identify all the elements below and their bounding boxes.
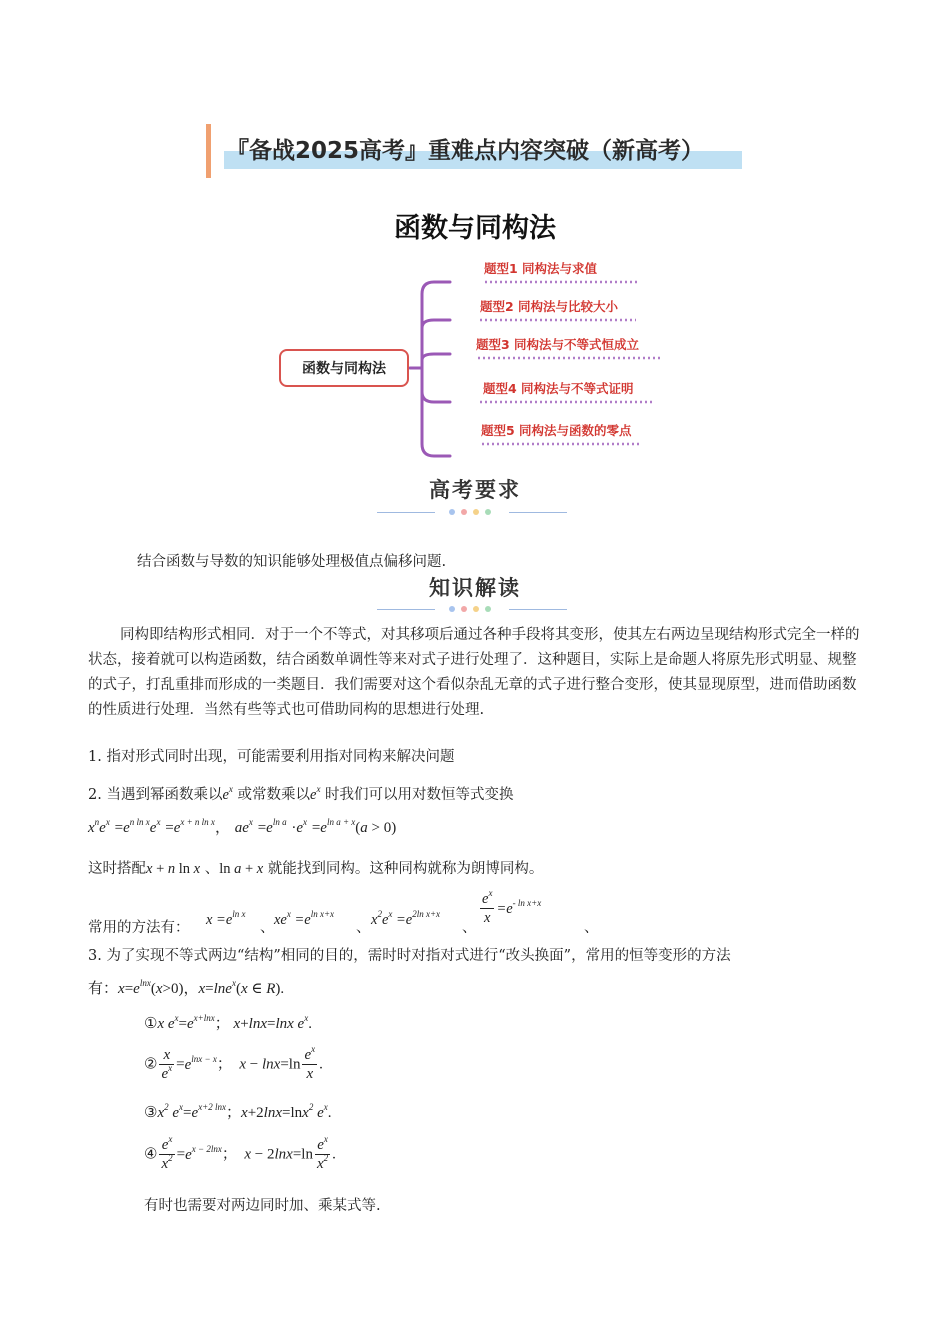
text-span: 、 xyxy=(204,861,220,877)
list-item-2 xyxy=(88,783,514,804)
mind-map-branch: 题型1 同构法与求值 xyxy=(484,261,598,276)
divider-dot xyxy=(449,606,455,612)
closing-text: 有时也需要对两边同时加、乘某式等. xyxy=(144,1198,381,1214)
formula: $e^x$ xyxy=(222,784,233,803)
formula-line-1: $x^ne^x =e^{n ln x}e^x =e^{x + n ln x}$， $ae^x =e^{ln a} \cdot e^x =e^{ln a + x}(a > 0)$ xyxy=(88,817,397,836)
divider-line xyxy=(509,512,567,513)
match-line: 这时搭配x + n ln x 、ln a + x 就能找到同构。这种同构就称为朗博同构。 xyxy=(88,861,544,877)
section-heading-text: 高考要求 xyxy=(429,478,521,502)
divider-dot xyxy=(473,509,479,515)
formula-3: $③x^2$ $e^x=e^{x+2 lnx}$；x+2lnx=lnx$^2$ $e^x$. xyxy=(144,1102,332,1121)
banner-accent-bar xyxy=(206,124,211,178)
section-heading-text: 知识解读 xyxy=(429,576,521,600)
text-span: 就能找到同构。这种同构就称为朗博同构。 xyxy=(267,861,544,877)
divider-line xyxy=(509,609,567,610)
formula-2: ② $\frac{x}{e^x}$ $=e^{lnx - x}$； x − lnx=ln $\frac{e^x}{x}$ . xyxy=(144,1044,323,1082)
formula: $\frac{e^x}{x}$ $=e^{- ln x+x}$ xyxy=(482,888,542,926)
text-span: ① xyxy=(144,1014,158,1032)
formula: $x =e^{ln x}$ xyxy=(206,909,246,928)
formula: $e^x$ xyxy=(310,784,321,803)
divider-dot xyxy=(485,606,491,612)
divider-dot xyxy=(473,606,479,612)
intro-paragraph: 同构即结构形式相同．对于一个不等式，对其移项后通过各种手段将其变形，使其左右两边呈现结构形式完全一样的状态，接着就可以构造函数，结合函数单调性等来对式子进行处理了．这种题目，实际上是命题人将原先形式明显、规整的式子，打乱重排而形成的一类题目．我们需要对这个看似杂乱无章的式子进行整合变形，使其显现原型，进而借助函数的性质进行处理．当然有些等式也可借助同构的思想进行处理. xyxy=(88,627,860,718)
section-heading-knowledge xyxy=(0,572,950,602)
requirement-text: 结合函数与导数的知识能够处理极值点偏移问题. xyxy=(137,554,447,570)
text-span: 这时搭配 xyxy=(88,861,146,877)
mind-map xyxy=(270,250,690,460)
mind-map-branch: 题型2 同构法与比较大小 xyxy=(480,299,619,314)
divider-dot xyxy=(461,606,467,612)
formula-4: ④ $\frac{e^x}{x^2}$ $=e^{x - 2lnx}$； x − 2lnx=ln $\frac{e^x}{x^2}$ . xyxy=(144,1134,336,1172)
text-span: 有： xyxy=(88,979,119,997)
list-item-1: 1. 指对形式同时出现，可能需要利用指对同构来解决问题 xyxy=(88,749,455,765)
list-item-3: 3. 为了实现不等式两边“结构”相同的目的，需时时对指对式进行“改头换面”，常用的恒等变形的方法 xyxy=(88,948,731,964)
mind-map-branch: 题型3 同构法与不等式恒成立 xyxy=(476,337,640,352)
heading-divider xyxy=(377,509,569,517)
mind-map-root: 函数与同构法 xyxy=(279,349,409,387)
text-span: ② xyxy=(144,1054,158,1073)
page-title: 函数与同构法 xyxy=(394,213,556,244)
text-span: 常用的方法有： xyxy=(88,920,190,936)
mind-map-branch: 题型4 同构法与不等式证明 xyxy=(483,381,634,396)
list-item-3-cont: 有：$x=e^{lnx}(x>0)$，x=lne$^x$(x ∈ R). xyxy=(88,978,285,997)
text-span: ④ xyxy=(144,1144,158,1163)
divider-line xyxy=(377,609,435,610)
text-span: 2. 当遇到幂函数乘以 xyxy=(88,787,223,803)
formula: $x^2e^x =e^{2ln x+x}$ xyxy=(371,909,441,928)
formula-1: ①x $e^x=e^{x+lnx}$； x+lnx=lnx $e^x$. xyxy=(144,1013,312,1032)
mind-map-branch: 题型5 同构法与函数的零点 xyxy=(481,423,632,438)
divider-dot xyxy=(461,509,467,515)
text-span: ③ xyxy=(144,1103,158,1121)
text-span: 或常数乘以 xyxy=(237,787,310,803)
divider-dot xyxy=(485,509,491,515)
heading-divider xyxy=(377,606,569,614)
banner-title: 『备战2025高考』重难点内容突破（新高考） xyxy=(226,138,705,164)
formula: $xe^x =e^{ln x+x}$ xyxy=(274,909,335,928)
section-heading-requirements xyxy=(0,474,950,504)
header-banner xyxy=(206,124,746,178)
text-span: 时我们可以用对数恒等式变换 xyxy=(325,787,514,803)
divider-dot xyxy=(449,509,455,515)
divider-line xyxy=(377,512,435,513)
